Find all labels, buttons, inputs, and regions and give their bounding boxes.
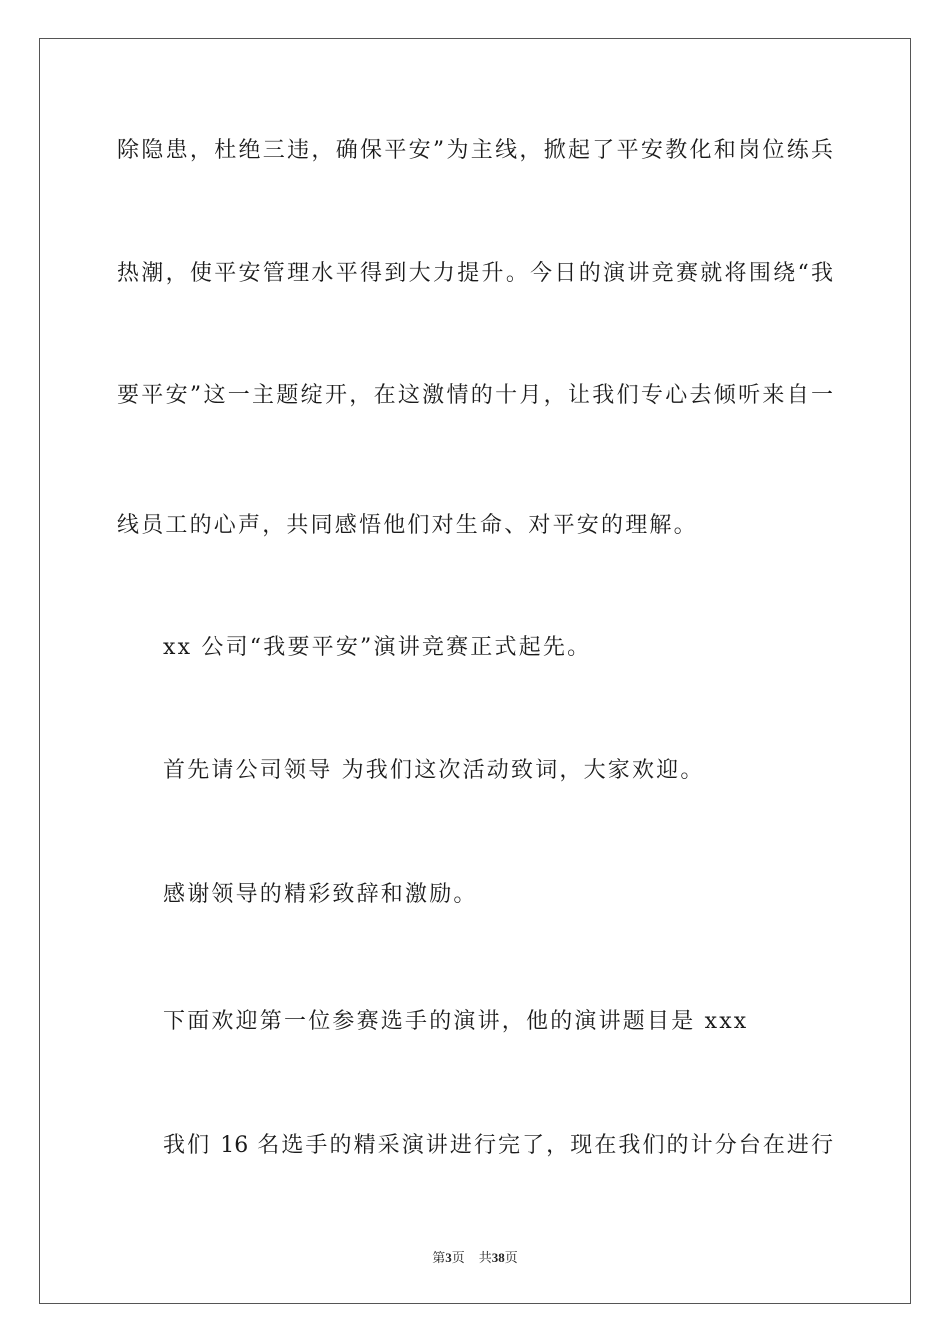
footer-page-current: 3 [445, 1250, 452, 1265]
text-line-6: 首先请公司领导 为我们这次活动致词，大家欢迎。 [163, 758, 705, 783]
footer-page-total: 38 [491, 1250, 505, 1265]
footer-page-prefix: 第 [432, 1250, 446, 1265]
footer-total-unit: 页 [504, 1250, 518, 1265]
text-line-1: 除隐患，杜绝三违，确保平安”为主线，掀起了平安教化和岗位练兵 [117, 138, 833, 163]
footer-page-unit: 页 [451, 1250, 465, 1265]
footer-total-prefix: 共 [478, 1250, 492, 1265]
page-footer [0, 1247, 950, 1266]
text-line-9: 我们 16 名选手的精采演讲进行完了，现在我们的计分台在进行 [163, 1133, 833, 1158]
text-line-3: 要平安”这一主题绽开，在这激情的十月，让我们专心去倾听来自一 [117, 383, 833, 408]
text-line-8: 下面欢迎第一位参赛选手的演讲，他的演讲题目是 xxx [163, 1009, 749, 1034]
text-line-5: xx 公司“我要平安”演讲竞赛正式起先。 [163, 635, 592, 660]
text-line-7: 感谢领导的精彩致辞和激励。 [163, 882, 478, 907]
page-border [39, 38, 911, 1304]
text-line-2: 热潮，使平安管理水平得到大力提升。今日的演讲竞赛就将围绕“我 [117, 261, 833, 286]
text-line-4: 线员工的心声，共同感悟他们对生命、对平安的理解。 [117, 513, 698, 538]
